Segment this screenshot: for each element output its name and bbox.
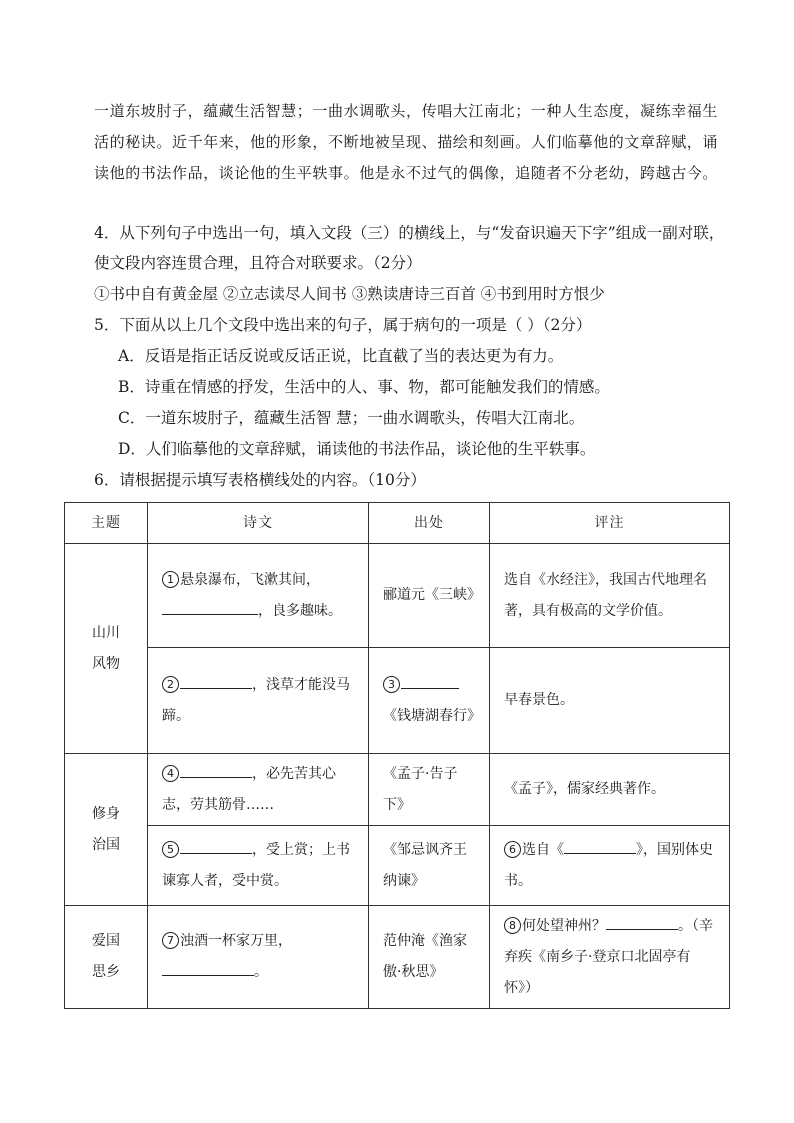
question-5-option-d: D．人们临摹他的文章辞赋，诵读他的书法作品，谈论他的生平轶事。 bbox=[118, 440, 596, 458]
note-cell: 《孟子》，儒家经典著作。 bbox=[490, 754, 730, 826]
blank-number-badge: 4 bbox=[162, 765, 179, 782]
poem-text: ，受上赏；上书谏寡人者，受中赏。 bbox=[162, 841, 350, 889]
question-4-options: ①书中自有黄金屋 ②立志读尽人间书 ③熟读唐诗三百首 ④书到用时方恨少 bbox=[94, 285, 605, 303]
header-theme: 主题 bbox=[65, 503, 148, 544]
poem-cell bbox=[148, 754, 369, 826]
source-cell: 《邹忌讽齐王纳谏》 bbox=[369, 826, 490, 906]
note-text: 何处望神州？ bbox=[522, 917, 606, 934]
fill-in-table bbox=[64, 502, 730, 1009]
theme-patriotism: 爱国思乡 bbox=[91, 933, 120, 980]
blank-number-badge: 7 bbox=[162, 932, 179, 949]
poem-cell bbox=[148, 544, 369, 648]
poem-text: 。 bbox=[254, 964, 268, 980]
note-cell: 选自《水经注》，我国古代地理名著，具有极高的文学价值。 bbox=[490, 544, 730, 648]
answer-blank[interactable] bbox=[606, 913, 678, 929]
theme-self-cultivation: 修身治国 bbox=[91, 805, 120, 853]
source-text: 《钱塘湖春行》 bbox=[383, 707, 481, 724]
answer-blank[interactable] bbox=[162, 598, 258, 614]
question-6: 6．请根据提示填写表格横线处的内容。（10分） bbox=[94, 471, 426, 489]
note-text: 》，国别体史书。 bbox=[504, 841, 713, 889]
note-text: 选自《 bbox=[522, 841, 564, 858]
question-5: 5．下面从以上几个文段中选出来的句子，属于病句的一项是（ ）（2分） bbox=[94, 316, 592, 334]
table-row bbox=[65, 906, 730, 1009]
table-row bbox=[65, 544, 730, 648]
poem-text: 悬泉瀑布，飞漱其间， bbox=[180, 571, 320, 588]
poem-text: ，必先苦其心志，劳其筋骨…… bbox=[162, 765, 336, 813]
blank-number-badge: 6 bbox=[504, 841, 521, 858]
note-cell bbox=[490, 906, 730, 1009]
source-cell bbox=[369, 648, 490, 754]
answer-blank[interactable] bbox=[162, 960, 254, 976]
poem-text: ，浅草才能没马蹄。 bbox=[162, 676, 350, 724]
header-poem: 诗文 bbox=[148, 503, 369, 544]
table-header-row bbox=[65, 503, 730, 544]
question-5-option-c: C．一道东坡肘子，蕴藏生活智 慧；一曲水调歌头，传唱大江南北。 bbox=[118, 409, 585, 427]
poem-text: ，良多趣味。 bbox=[258, 602, 342, 619]
source-cell: 郦道元《三峡》 bbox=[369, 544, 490, 648]
poem-cell bbox=[148, 906, 369, 1009]
source-cell: 范仲淹《渔家傲·秋思》 bbox=[369, 906, 490, 1009]
blank-number-badge: 5 bbox=[162, 841, 179, 858]
table-row bbox=[65, 754, 730, 826]
theme-landscape: 山川风物 bbox=[91, 624, 120, 672]
header-note: 评注 bbox=[490, 503, 730, 544]
poem-cell bbox=[148, 826, 369, 906]
answer-blank[interactable] bbox=[180, 761, 252, 777]
poem-cell bbox=[148, 648, 369, 754]
question-5-option-b: B．诗重在情感的抒发，生活中的人、事、物，都可能触发我们的情感。 bbox=[118, 378, 610, 396]
table-row bbox=[65, 826, 730, 906]
poem-text: 浊酒一杯家万里， bbox=[180, 933, 292, 949]
source-cell: 《孟子·告子下》 bbox=[369, 754, 490, 826]
table-row bbox=[65, 648, 730, 754]
note-cell bbox=[490, 826, 730, 906]
blank-number-badge: 8 bbox=[504, 917, 521, 934]
answer-blank[interactable] bbox=[564, 837, 636, 853]
blank-number-badge: 3 bbox=[383, 676, 400, 693]
answer-blank[interactable] bbox=[180, 672, 252, 688]
question-4: 4．从下列句子中选出一句，填入文段（三）的横线上，与“发奋识遍天下字”组成一副对联，使文段内容连贯合理，且符合对联要求。（2分） bbox=[94, 224, 725, 272]
note-text: 。（辛弃疾《南乡子·登京口北固亭有怀》） bbox=[504, 917, 713, 996]
blank-number-badge: 1 bbox=[162, 571, 179, 588]
question-5-option-a: A．反语是指正话反说或反话正说，比直截了当的表达更为有力。 bbox=[118, 347, 564, 365]
header-source: 出处 bbox=[369, 503, 490, 544]
note-cell: 早春景色。 bbox=[490, 648, 730, 754]
answer-blank[interactable] bbox=[180, 837, 252, 853]
intro-paragraph: 一道东坡肘子，蕴藏生活智慧；一曲水调歌头，传唱大江南北；一种人生态度，凝练幸福生活的秘诀。近千年来，他的形象，不断地被呈现、描绘和刻画。人们临摹他的文章辞赋，诵读他的书法作品，谈论他的生平轶事。他是永不过气的偶像，追随者不分老幼，跨越古今。 bbox=[94, 102, 719, 182]
blank-number-badge: 2 bbox=[162, 676, 179, 693]
answer-blank[interactable] bbox=[401, 672, 459, 688]
